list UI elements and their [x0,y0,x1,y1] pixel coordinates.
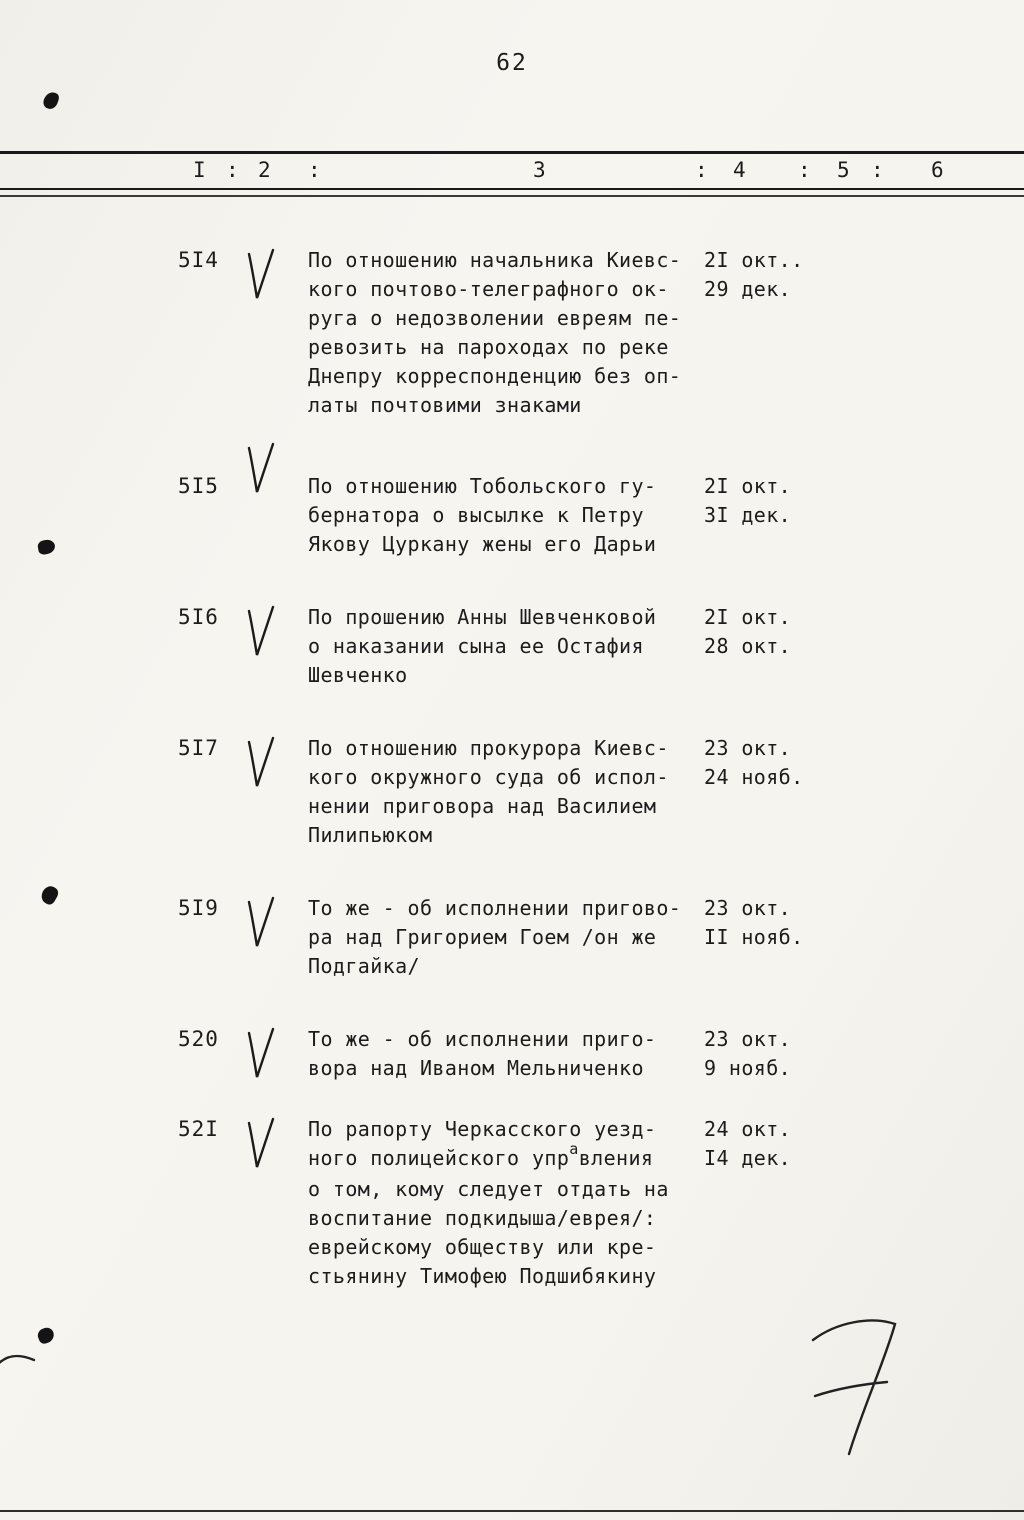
entry-number: 52I [178,1117,219,1141]
column-header: 3 [533,158,546,182]
register-entry [178,472,918,559]
entry-line: о том, кому следует отдать на [308,1177,669,1201]
register-entry [178,603,918,690]
entry-line: По рапорту Черкасского уезд- [308,1117,657,1141]
column-separator: : [798,158,811,182]
checkmark-icon [242,1025,308,1087]
entry-line: То же - об исполнении пригово- [308,896,682,920]
entry-line: По отношению Тобольского гу- [308,474,657,498]
entry-line: стьянину Тимофею Подшибякину [308,1264,657,1288]
entry-number: 5I7 [178,736,219,760]
column-header: 2 [258,158,271,182]
entry-line: кого окружного суда об испол- [308,765,669,789]
entry-description [308,894,704,981]
entry-line: вора над Иваном Мельниченко [308,1056,644,1080]
entry-description [308,472,704,559]
entry-number: 5I5 [178,474,219,498]
entries [178,246,918,1335]
checkmark-icon [242,603,308,665]
entry-line: ревозить на пароходах по реке [308,335,669,359]
entry-line: ного полицейского управления [308,1144,704,1175]
entry-line: Шевченко [308,663,408,687]
entry-line: Пилипьюком [308,823,433,847]
entry-line: о наказании сына ее Остафия [308,634,644,658]
entry-line: латы почтовими знаками [308,393,582,417]
header-rule-upper [0,188,1024,190]
entry-dates [704,1115,844,1173]
entry-date: 2I окт. [704,605,792,629]
entry-line: То же - об исполнении приго- [308,1027,657,1051]
ink-blot [36,1326,56,1346]
bottom-rule [0,1510,1024,1512]
handwritten-seven [798,1312,910,1462]
inserted-letter: а [569,1140,579,1158]
top-rule [0,151,1024,154]
corner-pen-mark [0,1346,38,1376]
entry-line: ра над Григорием Гоем /он же [308,925,657,949]
entry-line: бернатора о высылке к Петру [308,503,644,527]
entry-dates [704,472,844,530]
entry-number: 5I6 [178,605,219,629]
entry-date: 9 нояб. [704,1056,792,1080]
column-header: 6 [931,158,944,182]
entry-date: 3I дек. [704,503,792,527]
entry-dates [704,734,844,792]
header-rule-lower [0,195,1024,197]
entry-line: нении приговора над Василием [308,794,657,818]
entry-line: Днепру корреспонденцию без оп- [308,364,682,388]
entry-date: 24 нояб. [704,765,804,789]
checkmark-icon [242,734,308,796]
entry-date: 23 окт. [704,896,792,920]
page-number: 62 [496,50,528,76]
entry-dates [704,1025,844,1083]
checkmark-icon [242,440,308,502]
entry-line: еврейскому обществу или кре- [308,1235,657,1259]
entry-dates [704,603,844,661]
entry-line: По отношению прокурора Киевс- [308,736,669,760]
checkmark-icon [242,894,308,956]
entry-description [308,603,704,690]
column-separator: : [226,158,239,182]
entry-line: По отношению начальника Киевс- [308,248,682,272]
entry-line: руга о недозволении евреям пе- [308,306,682,330]
entry-line: кого почтово-телеграфного ок- [308,277,669,301]
register-entry [178,246,918,420]
entry-date: 29 дек. [704,277,792,301]
entry-date: 28 окт. [704,634,792,658]
ink-blot [37,539,56,556]
entry-date: 23 окт. [704,1027,792,1051]
entry-dates [704,894,844,952]
entry-description [308,246,704,420]
entry-date: 2I окт. [704,474,792,498]
entry-line: По прошению Анны Шевченковой [308,605,657,629]
entry-description [308,734,704,850]
entry-number: 5I4 [178,248,219,272]
column-separator: : [871,158,884,182]
entry-date: 23 окт. [704,736,792,760]
table-column-header-row [0,158,1024,186]
checkmark-icon [242,246,308,308]
column-separator: : [308,158,321,182]
column-header: 4 [733,158,746,182]
ink-blot [42,90,61,110]
checkmark-icon [242,1115,308,1177]
entry-description [308,1115,704,1291]
entry-dates [704,246,844,304]
column-header: I [193,158,206,182]
register-entry [178,1025,918,1087]
register-entry [178,1115,918,1291]
entry-date: 2I окт.. [704,248,804,272]
column-separator: : [695,158,708,182]
register-entry [178,734,918,850]
entry-line: воспитание подкидыша/еврея/: [308,1206,657,1230]
entry-number: 520 [178,1027,219,1051]
entry-description [308,1025,704,1083]
entry-date: 24 окт. [704,1117,792,1141]
ink-blot [39,883,61,906]
entry-date: II нояб. [704,925,804,949]
entry-date: I4 дек. [704,1146,792,1170]
entry-line: Якову Цуркану жены его Дарьи [308,532,657,556]
entry-line: Подгайка/ [308,954,420,978]
entry-number: 5I9 [178,896,219,920]
column-header: 5 [837,158,850,182]
register-entry [178,894,918,981]
